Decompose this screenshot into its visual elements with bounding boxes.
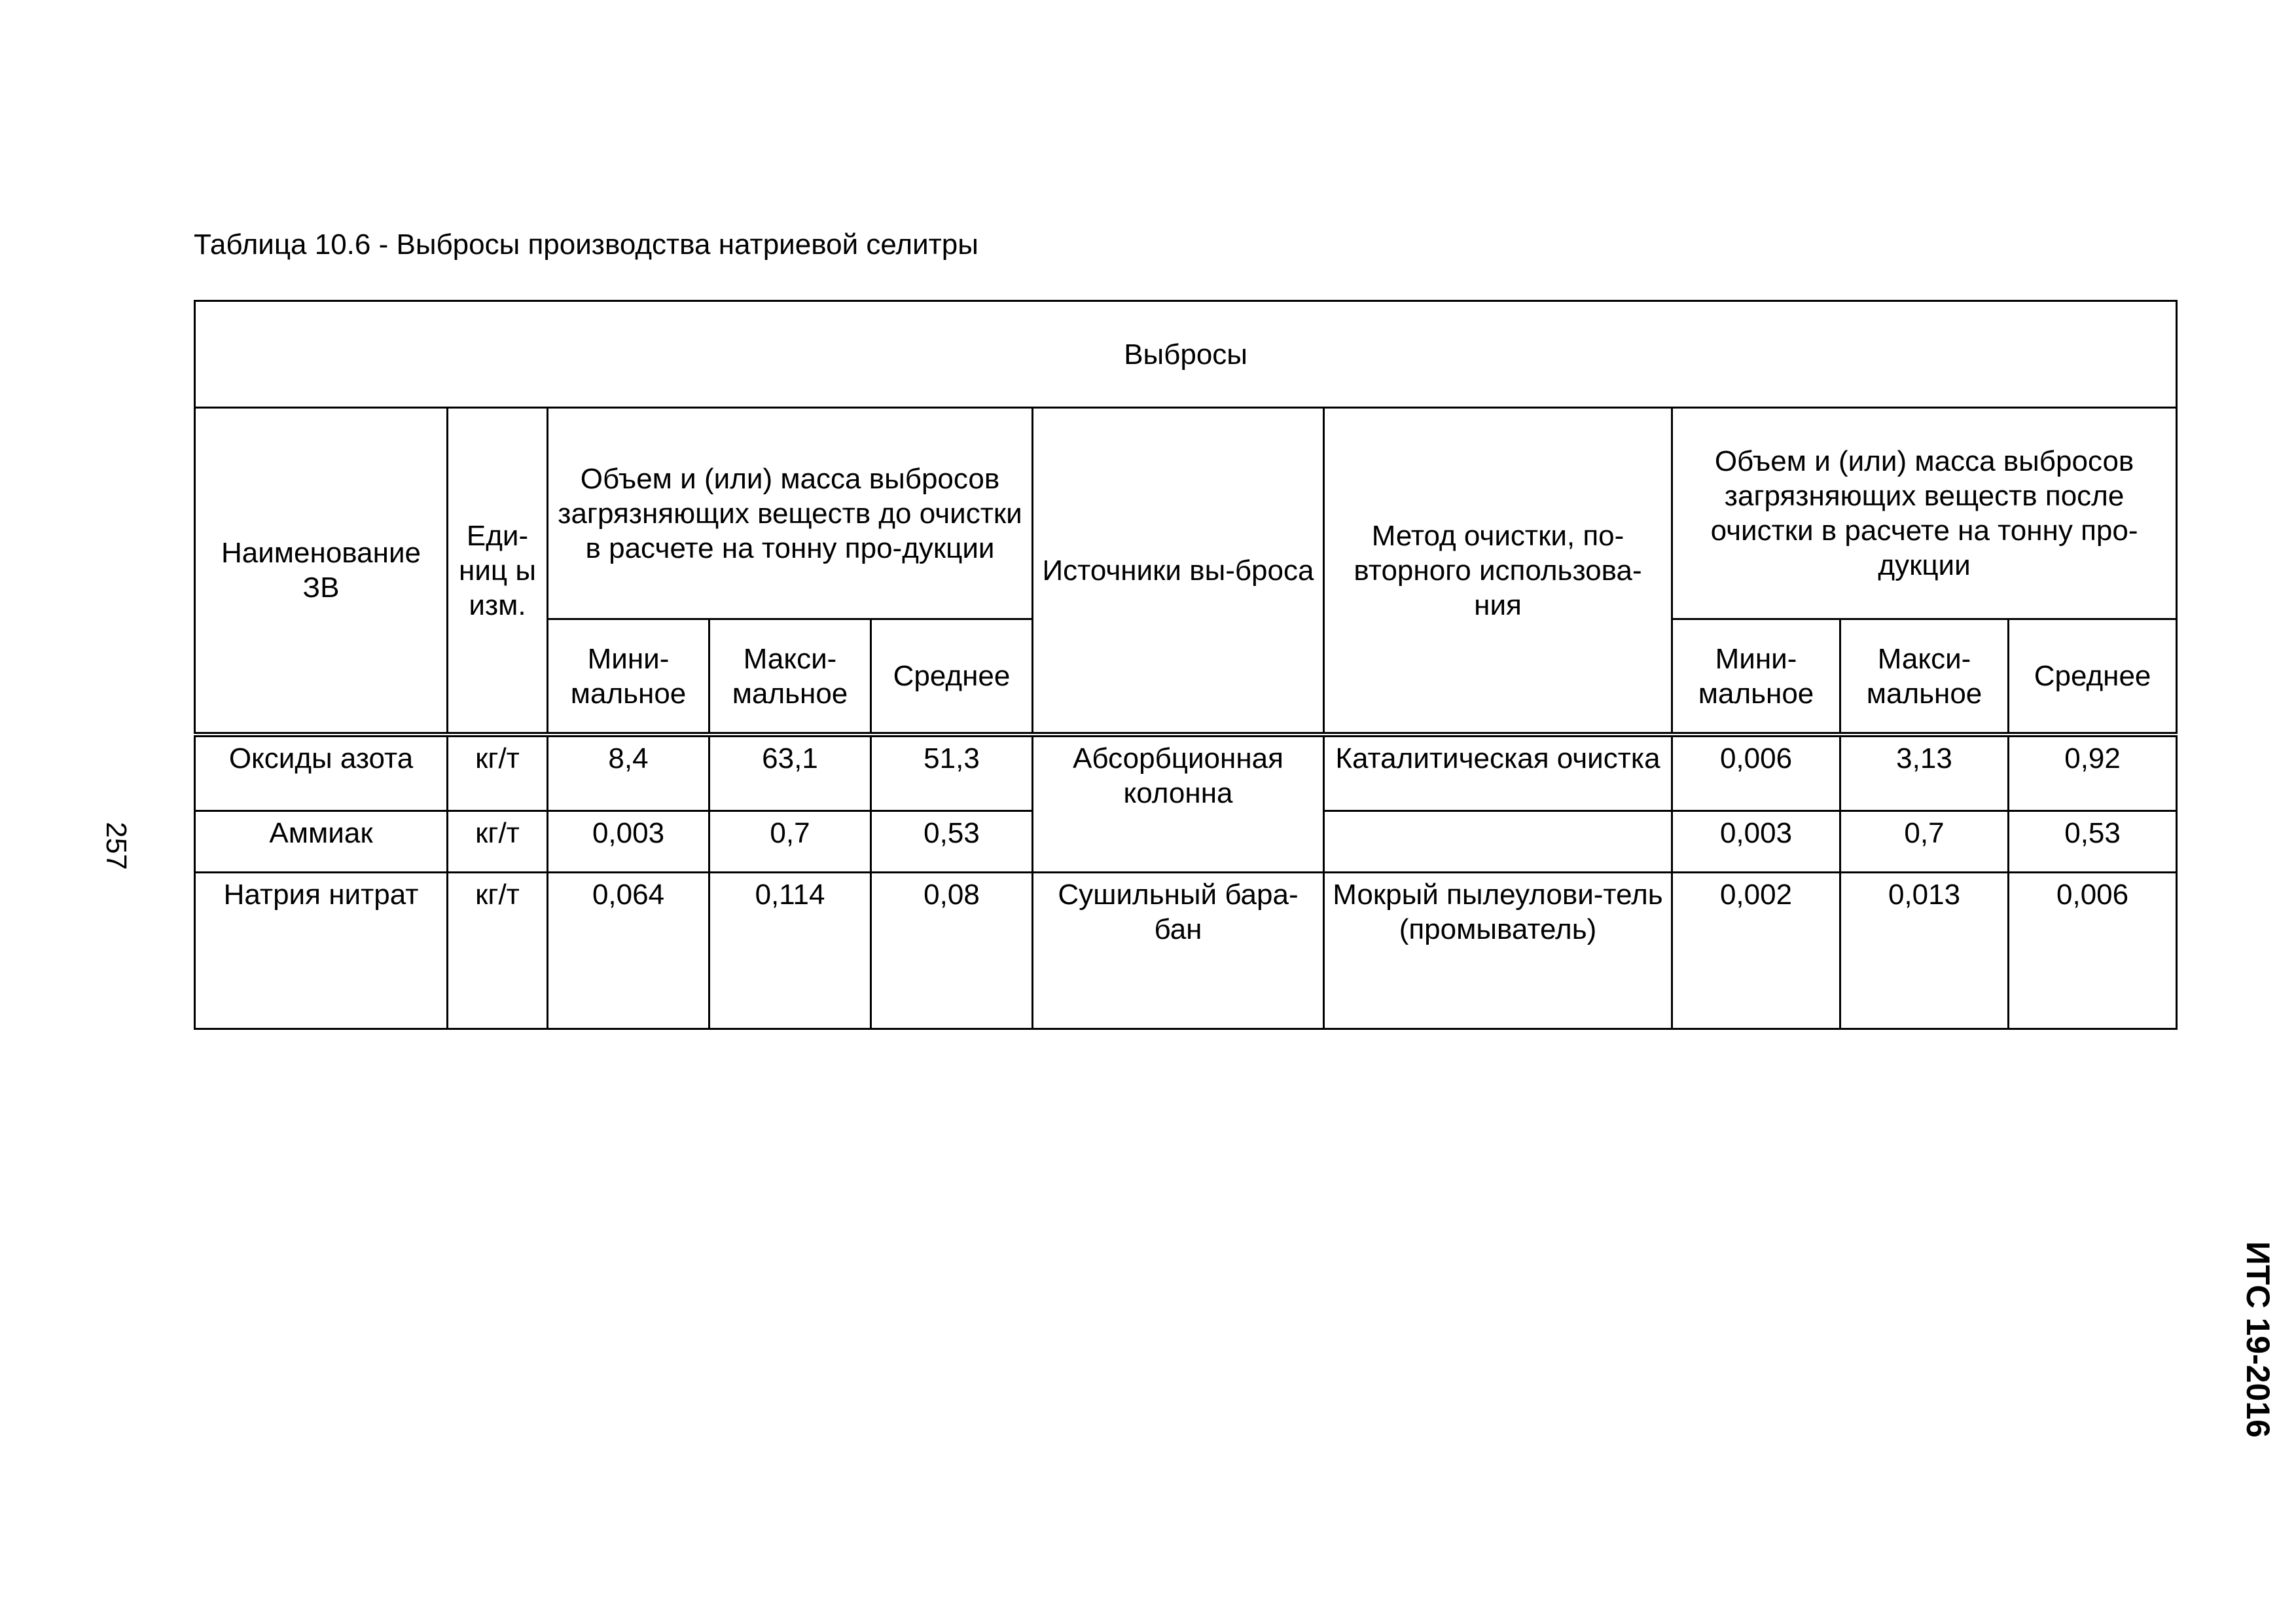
cell-unit: кг/т	[448, 735, 548, 811]
cell-after-min: 0,002	[1672, 873, 1840, 1029]
header-before-cleaning: Объем и (или) масса выбросов загрязняющих веществ до очистки в расчете на тонну про-дукции	[548, 408, 1033, 619]
cell-source: Сушильный бара-бан	[1033, 873, 1324, 1029]
header-source: Источники вы-броса	[1033, 408, 1324, 735]
header-name: Наименование ЗВ	[195, 408, 448, 735]
cell-method: Каталитическая очистка	[1324, 735, 1672, 811]
cell-after-min: 0,003	[1672, 811, 1840, 873]
cell-after-max: 0,7	[1840, 811, 2009, 873]
cell-after-min: 0,006	[1672, 735, 1840, 811]
cell-name: Оксиды азота	[195, 735, 448, 811]
group-header-emissions: Выбросы	[195, 301, 2177, 408]
table-row	[195, 735, 2177, 811]
header-before-max: Макси-мальное	[709, 619, 871, 735]
cell-after-avg: 0,006	[2009, 873, 2177, 1029]
cell-before-max: 0,114	[709, 873, 871, 1029]
cell-after-max: 0,013	[1840, 873, 2009, 1029]
cell-after-avg: 0,53	[2009, 811, 2177, 873]
cell-after-avg: 0,92	[2009, 735, 2177, 811]
document-code: ИТС 19-2016	[2240, 1241, 2276, 1438]
cell-before-min: 0,003	[548, 811, 709, 873]
cell-method: Мокрый пылеулови-тель (промыватель)	[1324, 873, 1672, 1029]
cell-name: Натрия нитрат	[195, 873, 448, 1029]
header-row-group	[195, 301, 2177, 408]
table-caption: Таблица 10.6 - Выбросы производства натриевой селитры	[194, 228, 978, 261]
cell-unit: кг/т	[448, 873, 548, 1029]
header-before-avg: Среднее	[871, 619, 1033, 735]
header-after-min: Мини-мальное	[1672, 619, 1840, 735]
header-row-main	[195, 408, 2177, 619]
table-row	[195, 873, 2177, 1029]
cell-before-min: 0,064	[548, 873, 709, 1029]
cell-after-max: 3,13	[1840, 735, 2009, 811]
page-number: 257	[100, 822, 132, 870]
cell-unit: кг/т	[448, 811, 548, 873]
cell-before-avg: 51,3	[871, 735, 1033, 811]
header-after-max: Макси-мальное	[1840, 619, 2009, 735]
header-before-min: Мини-мальное	[548, 619, 709, 735]
cell-before-max: 0,7	[709, 811, 871, 873]
cell-before-avg: 0,08	[871, 873, 1033, 1029]
cell-before-max: 63,1	[709, 735, 871, 811]
cell-before-min: 8,4	[548, 735, 709, 811]
emissions-table	[194, 300, 2178, 1030]
header-unit: Еди-ниц ы изм.	[448, 408, 548, 735]
cell-name: Аммиак	[195, 811, 448, 873]
cell-before-avg: 0,53	[871, 811, 1033, 873]
header-after-cleaning: Объем и (или) масса выбросов загрязняющих веществ после очистки в расчете на тонну про-дукции	[1672, 408, 2177, 619]
cell-method	[1324, 811, 1672, 873]
header-method: Метод очистки, по-вторного использова-ния	[1324, 408, 1672, 735]
cell-source: Абсорбционная колонна	[1033, 735, 1324, 873]
header-after-avg: Среднее	[2009, 619, 2177, 735]
